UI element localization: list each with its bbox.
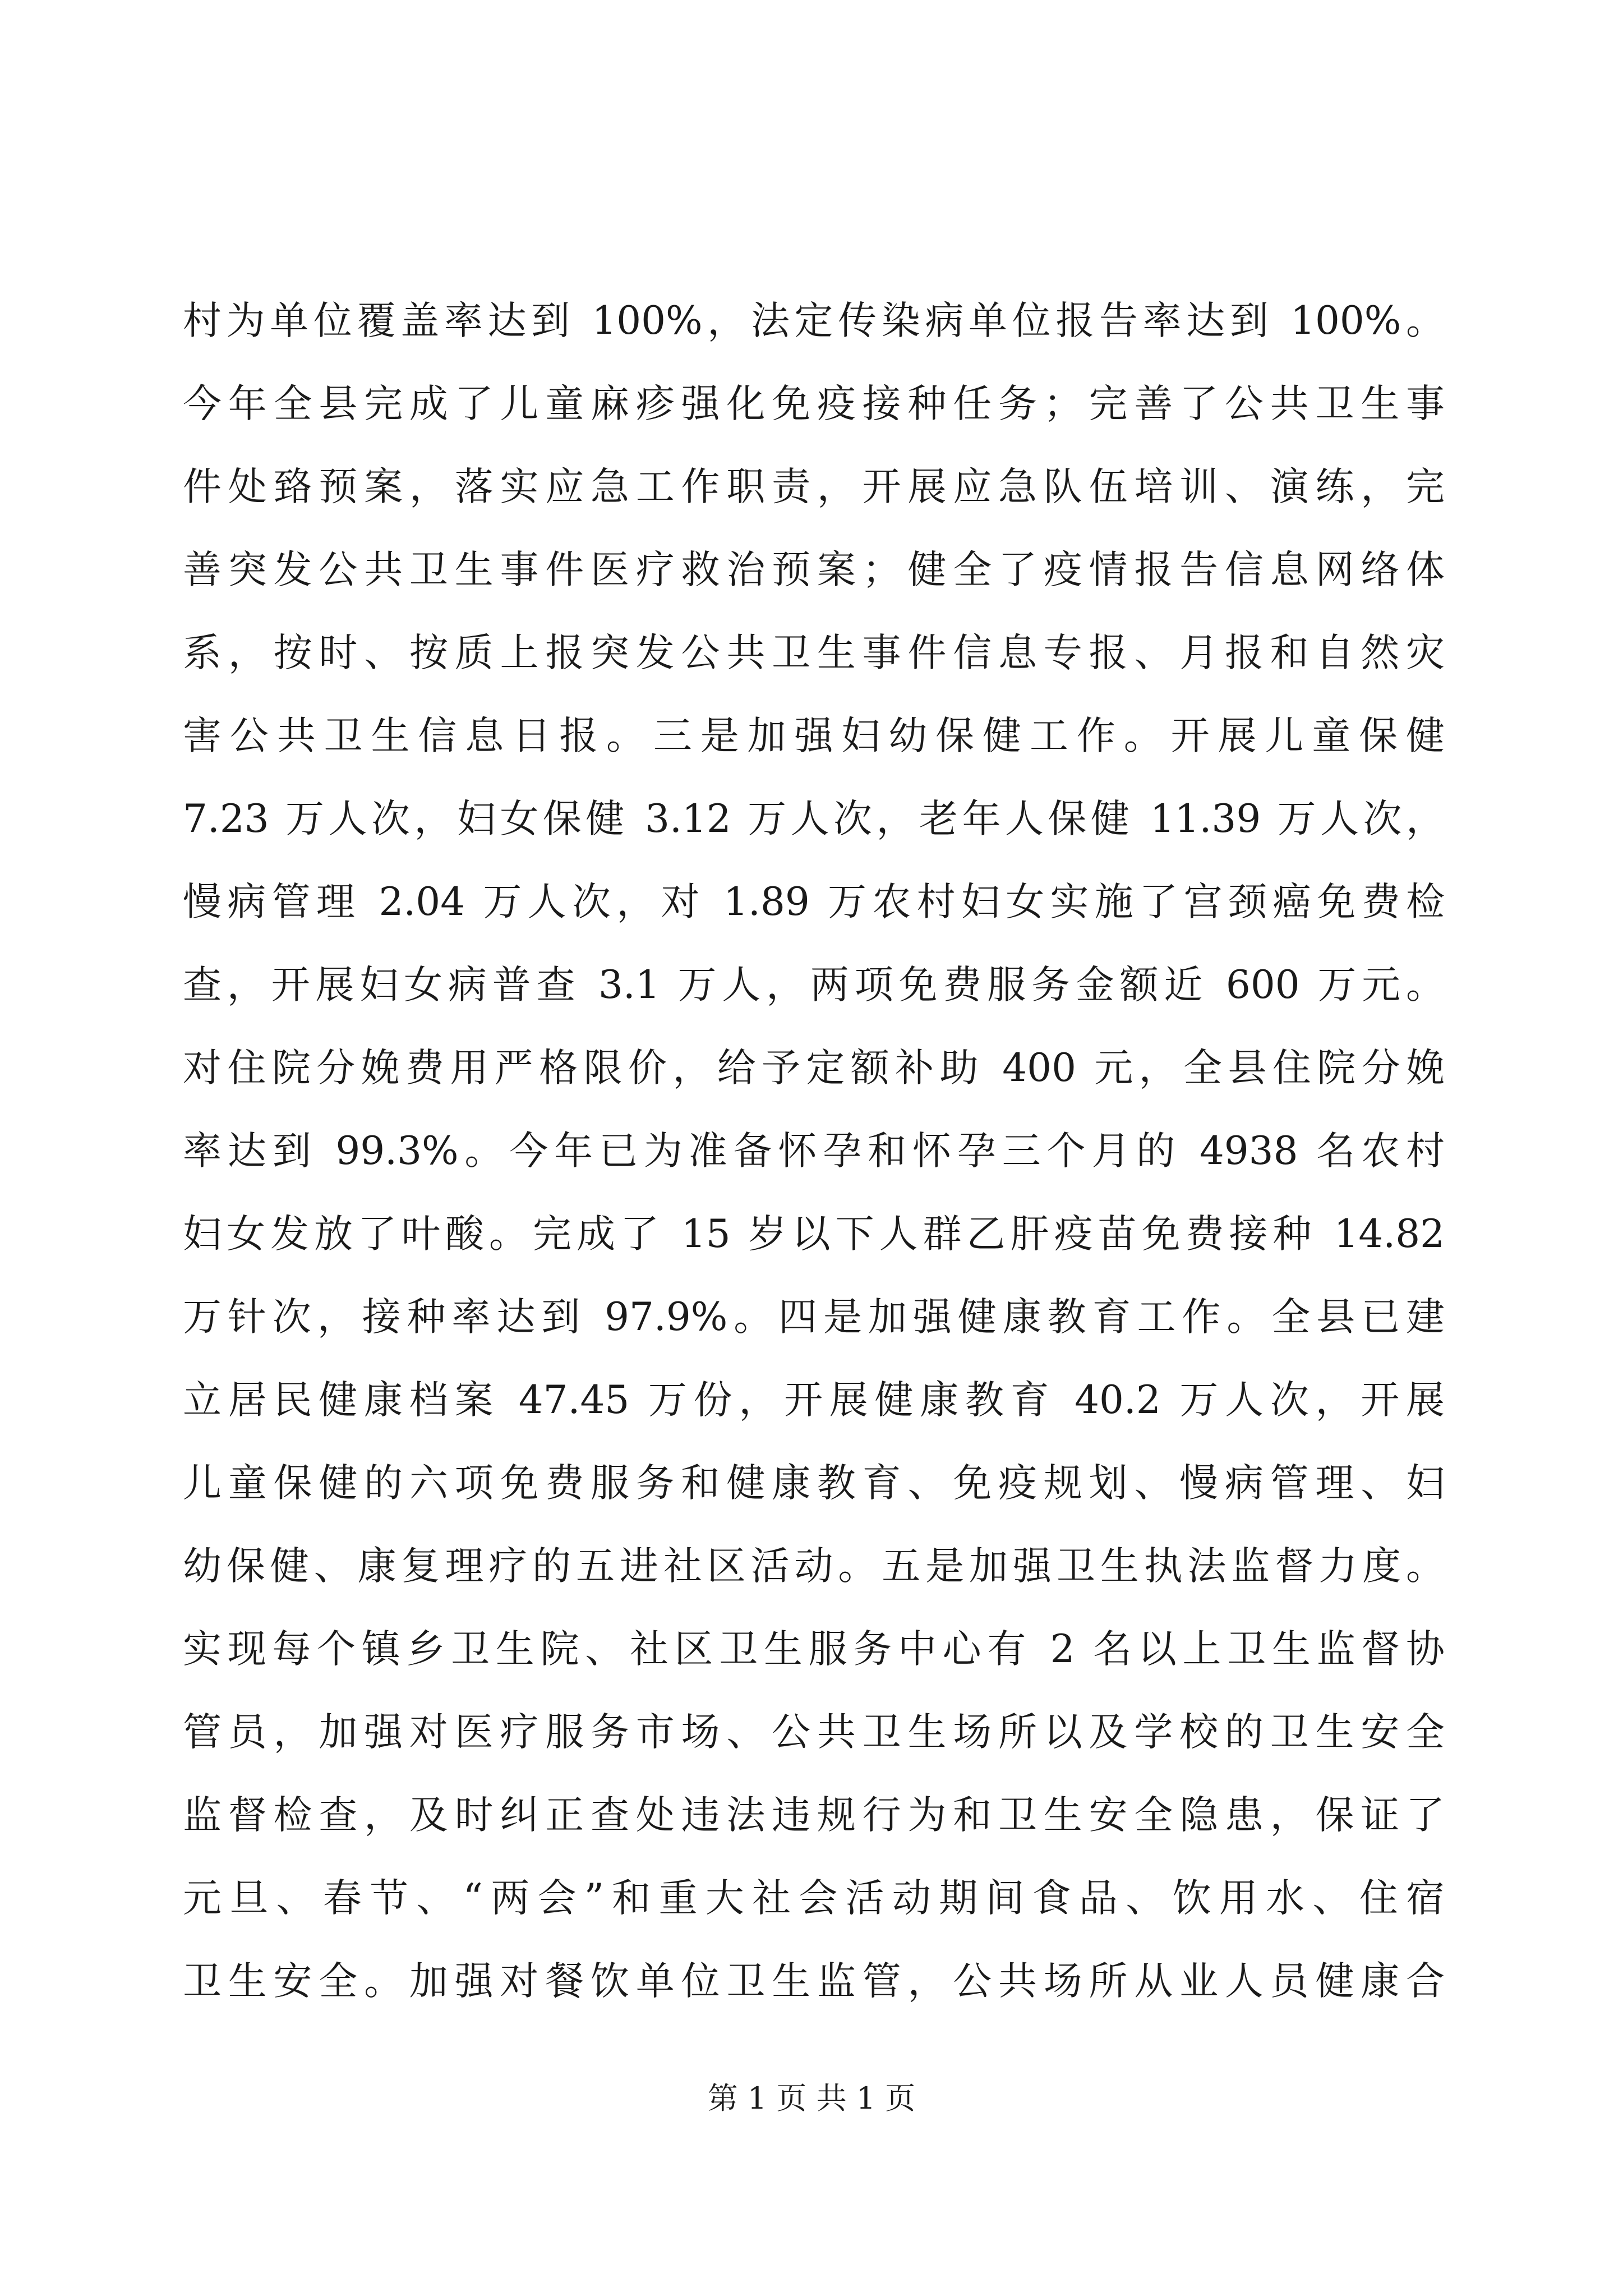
text-line: 善突发公共卫生事件医疗救治预案；健全了疫情报告信息网络体	[183, 547, 1445, 592]
text-line: 害公共卫生信息日报。三是加强妇幼保健工作。开展儿童保健	[183, 714, 1445, 758]
text-line: 监督检查，及时纠正查处违法违规行为和卫生安全隐患，保证了	[183, 1793, 1445, 1838]
text-line: 今年全县完成了儿童麻疹强化免疫接种任务；完善了公共卫生事	[183, 381, 1445, 426]
page-number: 第 1 页 共 1 页	[707, 2081, 916, 2116]
text-line: 万针次，接种率达到 97.9%。四是加强健康教育工作。全县已建	[183, 1295, 1445, 1340]
text-line: 系，按时、按质上报突发公共卫生事件信息专报、月报和自然灾	[183, 631, 1445, 675]
text-line: 元旦、春节、“两会”和重大社会活动期间食品、饮用水、住宿	[183, 1876, 1445, 1921]
text-line: 7.23 万人次，妇女保健 3.12 万人次，老年人保健 11.39 万人次，	[183, 797, 1445, 841]
text-line: 查，开展妇女病普查 3.1 万人，两项免费服务金额近 600 万元。	[183, 963, 1445, 1007]
body-text	[183, 279, 1445, 2023]
text-line: 率达到 99.3%。今年已为准备怀孕和怀孕三个月的 4938 名农村	[183, 1129, 1445, 1174]
text-line: 儿童保健的六项免费服务和健康教育、免疫规划、慢病管理、妇	[183, 1461, 1445, 1506]
text-line: 件处臵预案，落实应急工作职责，开展应急队伍培训、演练，完	[183, 464, 1445, 509]
text-line: 慢病管理 2.04 万人次，对 1.89 万农村妇女实施了宫颈癌免费检	[183, 880, 1445, 924]
text-line: 村为单位覆盖率达到 100%，法定传染病单位报告率达到 100%。	[183, 298, 1445, 343]
text-line: 管员，加强对医疗服务市场、公共卫生场所以及学校的卫生安全	[183, 1710, 1445, 1755]
text-line: 卫生安全。加强对餐饮单位卫生监管，公共场所从业人员健康合	[183, 1959, 1445, 2004]
page-footer	[0, 2079, 1623, 2118]
text-line: 对住院分娩费用严格限价，给予定额补助 400 元，全县住院分娩	[183, 1046, 1445, 1091]
text-line: 立居民健康档案 47.45 万份，开展健康教育 40.2 万人次，开展	[183, 1378, 1445, 1423]
text-line: 幼保健、康复理疗的五进社区活动。五是加强卫生执法监督力度。	[183, 1544, 1445, 1589]
text-line: 实现每个镇乡卫生院、社区卫生服务中心有 2 名以上卫生监督协	[183, 1627, 1445, 1672]
text-line: 妇女发放了叶酸。完成了 15 岁以下人群乙肝疫苗免费接种 14.82	[183, 1212, 1445, 1257]
